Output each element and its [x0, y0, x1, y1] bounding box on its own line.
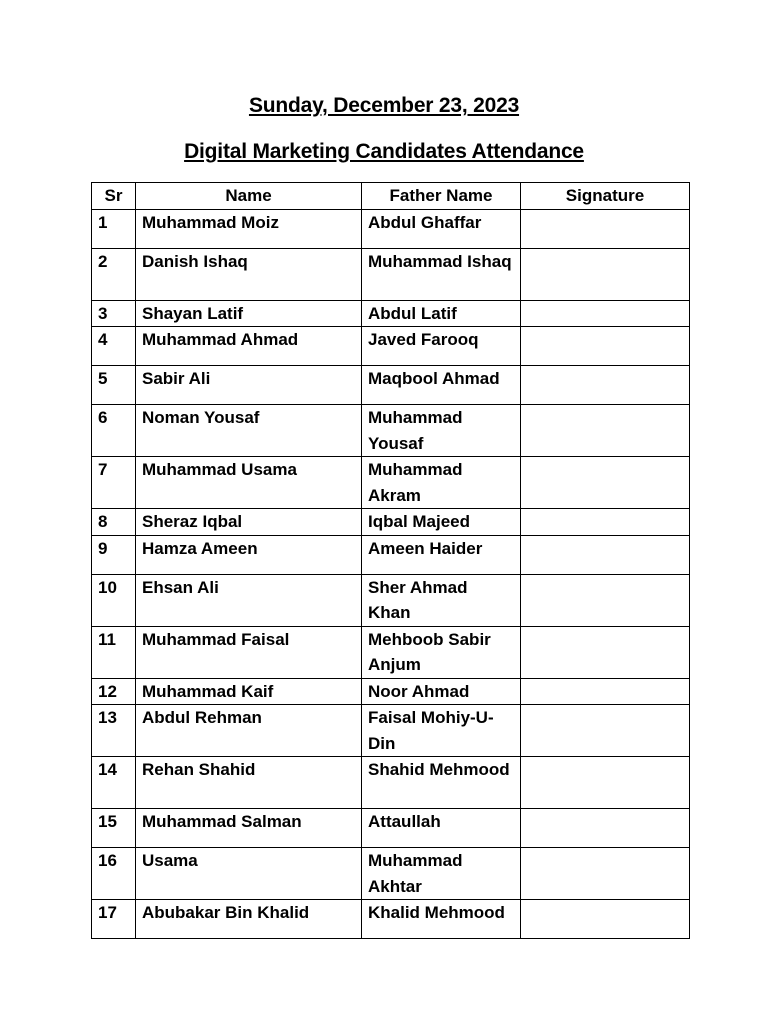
signature-cell: [521, 509, 690, 536]
sr-cell: 7: [92, 457, 136, 509]
sr-cell: 12: [92, 678, 136, 705]
sr-cell: 9: [92, 535, 136, 574]
sr-cell: 5: [92, 366, 136, 405]
attendance-table: [91, 182, 690, 939]
table-row: [92, 405, 690, 457]
father-name-cell: Mehboob Sabir Anjum: [362, 626, 521, 678]
name-cell: Muhammad Ahmad: [136, 327, 362, 366]
signature-cell: [521, 678, 690, 705]
name-cell: Usama: [136, 848, 362, 900]
name-cell: Rehan Shahid: [136, 757, 362, 809]
father-name-cell: Faisal Mohiy-U-Din: [362, 705, 521, 757]
father-name-cell: Khalid Mehmood: [362, 900, 521, 939]
table-row: [92, 848, 690, 900]
signature-cell: [521, 366, 690, 405]
document-date: Sunday, December 23, 2023: [248, 94, 520, 117]
table-row: [92, 900, 690, 939]
father-name-cell: Noor Ahmad: [362, 678, 521, 705]
name-cell: Abubakar Bin Khalid: [136, 900, 362, 939]
sr-cell: 4: [92, 327, 136, 366]
table-row: [92, 457, 690, 509]
column-header-name: Name: [136, 183, 362, 210]
table-row: [92, 535, 690, 574]
signature-cell: [521, 300, 690, 327]
signature-cell: [521, 705, 690, 757]
table-row: [92, 705, 690, 757]
signature-cell: [521, 327, 690, 366]
name-cell: Muhammad Kaif: [136, 678, 362, 705]
column-header-sr: Sr: [92, 183, 136, 210]
table-row: [92, 327, 690, 366]
table-row: [92, 678, 690, 705]
sr-cell: 3: [92, 300, 136, 327]
signature-cell: [521, 405, 690, 457]
father-name-cell: Ameen Haider: [362, 535, 521, 574]
sr-cell: 13: [92, 705, 136, 757]
sr-cell: 11: [92, 626, 136, 678]
father-name-cell: Muhammad Akram: [362, 457, 521, 509]
sr-cell: 8: [92, 509, 136, 536]
signature-cell: [521, 535, 690, 574]
signature-cell: [521, 248, 690, 300]
table-row: [92, 248, 690, 300]
document-title: Digital Marketing Candidates Attendance: [184, 140, 584, 163]
sr-cell: 17: [92, 900, 136, 939]
table-row: [92, 626, 690, 678]
sr-cell: 10: [92, 574, 136, 626]
column-header-signature: Signature: [521, 183, 690, 210]
father-name-cell: Attaullah: [362, 809, 521, 848]
sr-cell: 6: [92, 405, 136, 457]
sr-cell: 14: [92, 757, 136, 809]
table-row: [92, 509, 690, 536]
signature-cell: [521, 457, 690, 509]
sr-cell: 15: [92, 809, 136, 848]
name-cell: Hamza Ameen: [136, 535, 362, 574]
table-header-row: [92, 183, 690, 210]
name-cell: Muhammad Moiz: [136, 209, 362, 248]
name-cell: Shayan Latif: [136, 300, 362, 327]
table-row: [92, 300, 690, 327]
table-row: [92, 366, 690, 405]
name-cell: Sheraz Iqbal: [136, 509, 362, 536]
signature-cell: [521, 848, 690, 900]
father-name-cell: Iqbal Majeed: [362, 509, 521, 536]
father-name-cell: Muhammad Yousaf: [362, 405, 521, 457]
signature-cell: [521, 209, 690, 248]
father-name-cell: Muhammad Ishaq: [362, 248, 521, 300]
father-name-cell: Abdul Ghaffar: [362, 209, 521, 248]
father-name-cell: Maqbool Ahmad: [362, 366, 521, 405]
signature-cell: [521, 809, 690, 848]
column-header-father-name: Father Name: [362, 183, 521, 210]
name-cell: Muhammad Usama: [136, 457, 362, 509]
father-name-cell: Sher Ahmad Khan: [362, 574, 521, 626]
name-cell: Sabir Ali: [136, 366, 362, 405]
table-row: [92, 209, 690, 248]
signature-cell: [521, 757, 690, 809]
father-name-cell: Javed Farooq: [362, 327, 521, 366]
signature-cell: [521, 574, 690, 626]
table-row: [92, 809, 690, 848]
father-name-cell: Shahid Mehmood: [362, 757, 521, 809]
name-cell: Ehsan Ali: [136, 574, 362, 626]
name-cell: Abdul Rehman: [136, 705, 362, 757]
sr-cell: 16: [92, 848, 136, 900]
father-name-cell: Abdul Latif: [362, 300, 521, 327]
signature-cell: [521, 900, 690, 939]
name-cell: Muhammad Salman: [136, 809, 362, 848]
table-row: [92, 757, 690, 809]
name-cell: Noman Yousaf: [136, 405, 362, 457]
table-row: [92, 574, 690, 626]
name-cell: Danish Ishaq: [136, 248, 362, 300]
sr-cell: 2: [92, 248, 136, 300]
name-cell: Muhammad Faisal: [136, 626, 362, 678]
sr-cell: 1: [92, 209, 136, 248]
father-name-cell: Muhammad Akhtar: [362, 848, 521, 900]
signature-cell: [521, 626, 690, 678]
